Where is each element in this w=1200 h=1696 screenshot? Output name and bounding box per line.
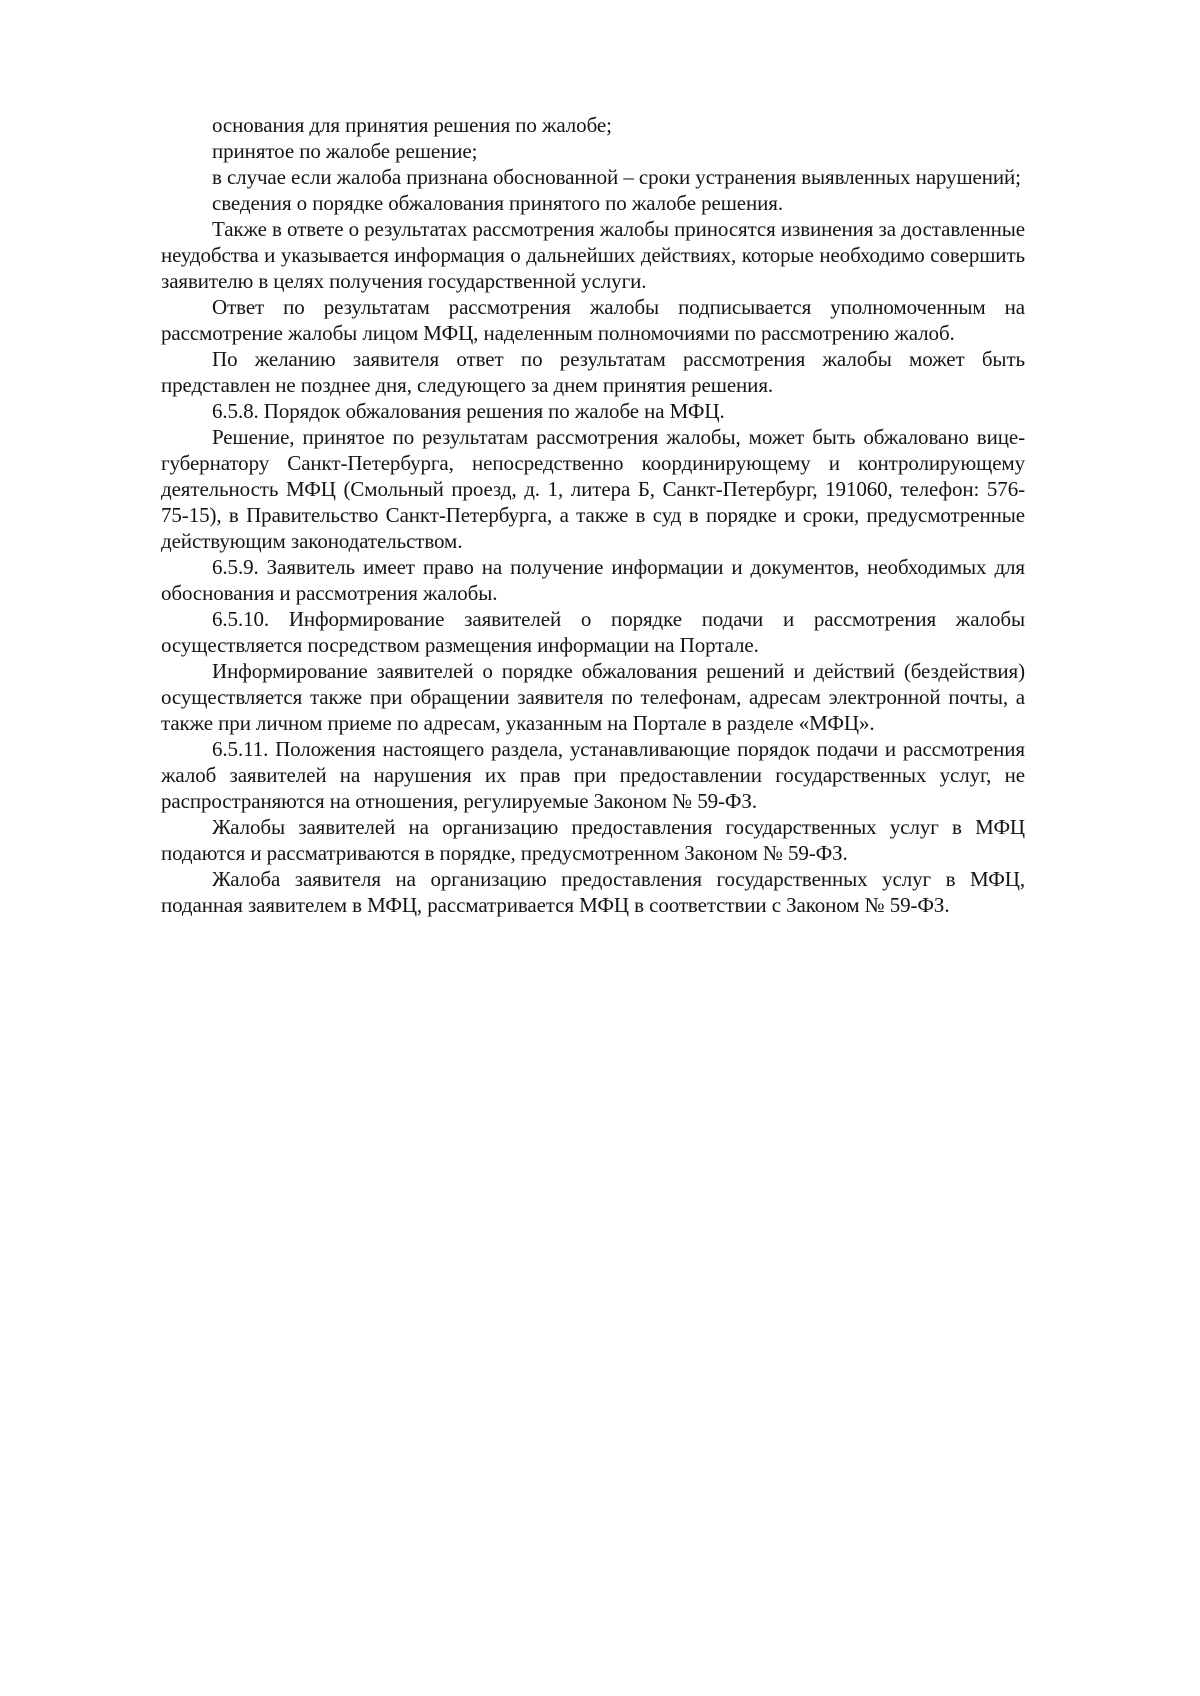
paragraph-signature: Ответ по результатам рассмотрения жалобы подписывается уполномоченным на рассмотрение жалобы лицом МФЦ, наделенным полномочиями по рассмотрению жалоб. [161,295,1025,345]
paragraph-response-timing: По желанию заявителя ответ по результатам рассмотрения жалобы может быть представлен не позднее дня, следующего за днем принятия решения. [161,347,1025,397]
paragraph-violation-deadlines: в случае если жалоба признана обоснованной – сроки устранения выявленных нарушений; [212,165,1021,189]
paragraph-appeal-routes: Решение, принятое по результатам рассмотрения жалобы, может быть обжаловано вице-губернатору Санкт-Петербурга, непосредственно координирующему и контролирующему деятельность МФЦ (Смольный проезд, д. 1, литера Б, Санкт-Петербург, 191060, телефон: 576-75-15), в Правительство Санкт-Петербурга, а также в суд в порядке и сроки, предусмотренные действующим законодательством. [161,425,1025,553]
paragraph-decision: принятое по жалобе решение; [212,139,478,163]
paragraph-complaint-grounds: основания для принятия решения по жалобе; [212,113,612,137]
section-6-5-10: 6.5.10. Информирование заявителей о порядке подачи и рассмотрения жалобы осуществляется посредством размещения информации на Портале. [161,607,1025,657]
paragraph-appeal-info: сведения о порядке обжалования принятого по жалобе решения. [212,191,784,215]
paragraph-informing: Информирование заявителей о порядке обжалования решений и действий (бездействия) осуществляется также при обращении заявителя по телефонам, адресам электронной почты, а также при личном приеме по адресам, указанным на Портале в разделе «МФЦ». [161,659,1025,735]
section-6-5-11: 6.5.11. Положения настоящего раздела, устанавливающие порядок подачи и рассмотрения жалоб заявителей на нарушения их прав при предоставлении государственных услуг, не распространяются на отношения, регулируемые Законом № 59-ФЗ. [161,737,1025,813]
paragraph-apologies: Также в ответе о результатах рассмотрения жалобы приносятся извинения за доставленные неудобства и указывается информация о дальнейших действиях, которые необходимо совершить заявителю в целях получения государственной услуги. [161,217,1025,293]
document-body [161,112,1025,918]
paragraph-law-59-review: Жалоба заявителя на организацию предоставления государственных услуг в МФЦ, поданная заявителем в МФЦ, рассматривается МФЦ в соответствии с Законом № 59-ФЗ. [161,867,1025,917]
section-6-5-9: 6.5.9. Заявитель имеет право на получение информации и документов, необходимых для обоснования и рассмотрения жалобы. [161,555,1025,605]
section-heading-6-5-8: 6.5.8. Порядок обжалования решения по жалобе на МФЦ. [212,399,725,423]
paragraph-law-59-procedure: Жалобы заявителей на организацию предоставления государственных услуг в МФЦ подаются и рассматриваются в порядке, предусмотренном Законом № 59-ФЗ. [161,815,1025,865]
